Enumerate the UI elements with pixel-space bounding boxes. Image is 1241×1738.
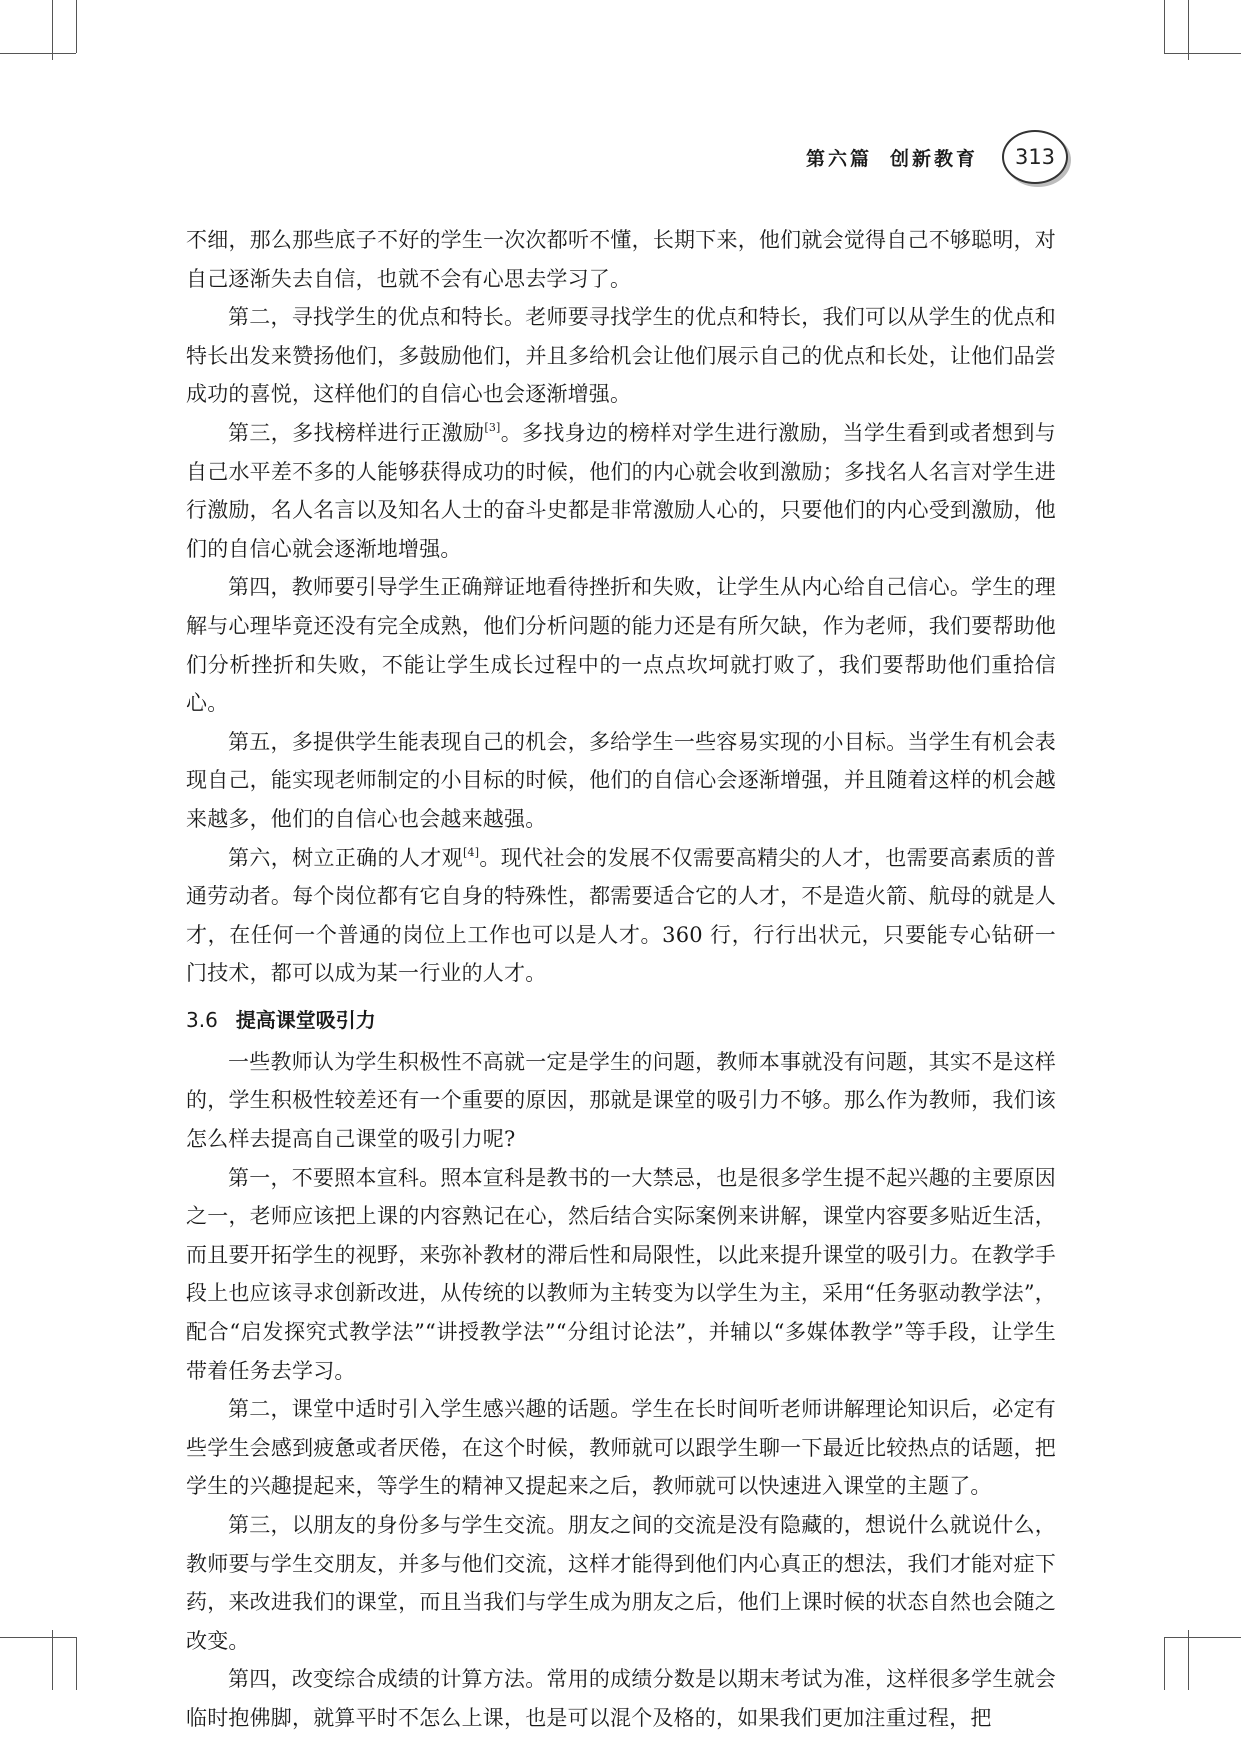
paragraph-text: 第六，树立正确的人才观 — [228, 845, 463, 870]
running-head-title: 创新教育 — [889, 148, 978, 170]
running-head-text — [806, 144, 978, 171]
page-number-badge: 313 — [1002, 130, 1068, 184]
paragraph — [186, 839, 1056, 993]
paragraph: 第二，课堂中适时引入学生感兴趣的话题。学生在长时间听老师讲解理论知识后，必定有些学生会感到疲惫或者厌倦，在这个时候，教师就可以跟学生聊一下最近比较热点的话题，把学生的兴趣提起来，等学生的精神又提起来之后，教师就可以快速进入课堂的主题了。 — [186, 1397, 1056, 1499]
paragraph: 第一，不要照本宣科。照本宣科是教书的一大禁忌，也是很多学生提不起兴趣的主要原因之一，老师应该把上课的内容熟记在心，然后结合实际案例来讲解，课堂内容要多贴近生活，而且要开拓学生的视野，来弥补教材的滞后性和局限性，以此来提升课堂的吸引力。在教学手段上也应该寻求创新改进，从传统的以教师为主转变为以学生为主，采用“任务驱动教学法”，配合“启发探究式教学法”“讲授教学法”“分组讨论法”，并辅以“多媒体教学”等手段，让学生带着任务去学习。 — [186, 1165, 1056, 1383]
paragraph — [186, 221, 1056, 298]
paragraph-text: 。现代社会的发展不仅需要高精尖的人才，也需要高素质的普通劳动者。每个岗位都有它自身的特殊性，都需要适合它的人才，不是造火箭、航母的就是人才，在任何一个普通的岗位上工作也可以是人才。360 行，行行出状元，只要能专心钻研一门技术，都可以成为某一行业的人才。 — [186, 845, 1056, 986]
paragraph-text: 第五，多提供学生能表现自己的机会，多给学生一些容易实现的小目标。当学生有机会表现自己，能实现老师制定的小目标的时候，他们的自信心会逐渐增强，并且随着这样的机会越来越多，他们的自信心也会越来越强。 — [186, 729, 1056, 831]
crop-mark-bottom-left-v2 — [52, 1630, 53, 1690]
citation-reference: [3] — [484, 420, 501, 434]
page-body — [186, 221, 1056, 1738]
running-head-part: 第六篇 — [805, 148, 872, 170]
paragraph-text: 第四，教师要引导学生正确辩证地看待挫折和失败，让学生从内心给自己信心。学生的理解与心理毕竟还没有完全成熟，他们分析问题的能力还是有所欠缺，作为老师，我们要帮助他们分析挫折和失败，不能让学生成长过程中的一点点坎坷就打败了，我们要帮助他们重拾信心。 — [186, 575, 1056, 716]
crop-mark-top-left-h — [0, 53, 76, 54]
section-number: 3.6 — [186, 1007, 218, 1032]
citation-reference: [4] — [463, 845, 480, 859]
paragraphs-after-section — [186, 1043, 1056, 1738]
crop-mark-top-right-h — [1164, 53, 1241, 54]
paragraph — [186, 568, 1056, 722]
paragraphs-before-section — [186, 221, 1056, 993]
crop-mark-bottom-right-v — [1164, 1637, 1165, 1690]
crop-mark-bottom-left-h — [0, 1637, 76, 1638]
crop-mark-top-left-v2 — [52, 0, 53, 60]
section-title: 提高课堂吸引力 — [235, 1007, 376, 1032]
paragraph-text: 第三，多找榜样进行正激励 — [228, 420, 485, 445]
crop-mark-top-left-v — [76, 0, 77, 53]
paragraph-text: 。多找身边的榜样对学生进行激励，当学生看到或者想到与自己水平差不多的人能够获得成功的时候，他们的内心就会收到激励；多找名人名言对学生进行激励，名人名言以及知名人士的奋斗史都是非常激励人心的，只要他们的内心受到激励，他们的自信心就会逐渐地增强。 — [186, 420, 1056, 561]
paragraph-text: 第二，寻找学生的优点和特长。老师要寻找学生的优点和特长，我们可以从学生的优点和特长出发来赞扬他们，多鼓励他们，并且多给机会让他们展示自己的优点和长处，让他们品尝成功的喜悦，这样他们的自信心也会逐渐增强。 — [186, 305, 1056, 407]
crop-mark-top-right-v — [1164, 0, 1165, 53]
paragraph: 一些教师认为学生积极性不高就一定是学生的问题，教师本事就没有问题，其实不是这样的，学生积极性较差还有一个重要的原因，那就是课堂的吸引力不够。那么作为教师，我们该怎么样去提高自己课堂的吸引力呢? — [186, 1049, 1056, 1152]
paragraph — [186, 723, 1056, 839]
running-head — [700, 120, 1090, 192]
paragraph: 第三，以朋友的身份多与学生交流。朋友之间的交流是没有隐藏的，想说什么就说什么，教师要与学生交朋友，并多与他们交流，这样才能得到他们内心真正的想法，我们才能对症下药，来改进我们的课堂，而且当我们与学生成为朋友之后，他们上课时候的状态自然也会随之改变。 — [186, 1513, 1056, 1653]
paragraph: 第四，改变综合成绩的计算方法。常用的成绩分数是以期末考试为准，这样很多学生就会临时抱佛脚，就算平时不怎么上课，也是可以混个及格的，如果我们更加注重过程，把 — [186, 1667, 1056, 1730]
crop-mark-top-right-v2 — [1188, 0, 1189, 60]
crop-mark-bottom-right-v2 — [1188, 1630, 1189, 1690]
paragraph — [186, 414, 1056, 568]
crop-mark-bottom-left-v — [76, 1637, 77, 1690]
section-heading — [186, 1003, 1056, 1037]
paragraph — [186, 298, 1056, 414]
paragraph-text: 不细，那么那些底子不好的学生一次次都听不懂，长期下来，他们就会觉得自己不够聪明，对自己逐渐失去自信，也就不会有心思去学习了。 — [186, 228, 1056, 291]
crop-mark-bottom-right-h — [1164, 1637, 1241, 1638]
